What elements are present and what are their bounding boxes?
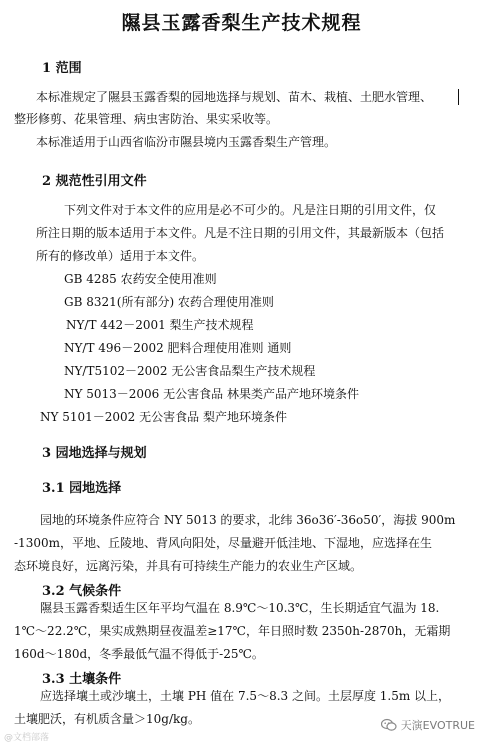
reference-item: NY/T 442－2001 梨生产技术规程 xyxy=(66,318,254,332)
subsection-3-3-line-2: 土壤肥沃，有机质含量＞10g/kg。 xyxy=(14,712,200,726)
subsection-3-1-line-1: 园地的环境条件应符合 NY 5013 的要求，北纬 36o36′-36o50′，海拔 900m xyxy=(40,513,456,527)
subsection-3-3-line-1: 应选择壤土或沙壤土，土壤 PH 值在 7.5～8.3 之间。土层厚度 1.5m 以上， xyxy=(40,689,451,703)
reference-item: NY/T 496－2002 肥料合理使用准则 通则 xyxy=(64,341,292,355)
account-name: 天演EVOTRUE xyxy=(400,719,475,732)
text-cursor xyxy=(458,89,459,105)
section-1-para-2: 本标准适用于山西省临汾市隰县境内玉露香梨生产管理。 xyxy=(36,135,337,149)
section-2-heading: 2 规范性引用文件 xyxy=(42,174,147,189)
wechat-icon xyxy=(381,718,397,732)
subsection-3-1-heading: 3.1 园地选择 xyxy=(42,481,122,496)
reference-item: NY 5013－2006 无公害食品 林果类产品产地环境条件 xyxy=(64,387,359,401)
subsection-3-2-line-3: 160d～180d，冬季最低气温不得低于-25℃。 xyxy=(14,647,264,661)
source-watermark: @文档部落 xyxy=(4,733,50,743)
subsection-3-3-heading: 3.3 土壤条件 xyxy=(42,672,122,687)
section-3-heading: 3 园地选择与规划 xyxy=(42,446,147,461)
subsection-3-2-line-2: 1℃～22.2℃，果实成熟期昼夜温差≥17℃，年日照时数 2350h-2870h，无霜期 xyxy=(14,624,451,638)
subsection-3-2-heading: 3.2 气候条件 xyxy=(42,584,122,599)
subsection-3-1-line-2: -1300m，平地、丘陵地、背风向阳处，尽量避开低洼地、下湿地，应选择在生 xyxy=(14,536,432,550)
subsection-3-2-line-1: 隰县玉露香梨适生区年平均气温在 8.9℃～10.3℃，生长期适宜气温为 18. xyxy=(40,601,440,615)
section-1-para-1-line-1: 本标准规定了隰县玉露香梨的园地选择与规划、苗木、栽植、土肥水管理、 xyxy=(36,90,433,104)
section-2-intro-line-3: 所有的修改单）适用于本文件。 xyxy=(36,249,205,263)
reference-item: GB 4285 农药安全使用准则 xyxy=(64,272,217,286)
reference-item: GB 8321(所有部分) 农药合理使用准则 xyxy=(64,295,274,309)
account-watermark xyxy=(381,717,475,733)
section-1-para-1-line-2: 整形修剪、花果管理、病虫害防治、果实采收等。 xyxy=(14,112,279,126)
reference-item: NY/T5102－2002 无公害食品梨生产技术规程 xyxy=(64,364,316,378)
subsection-3-1-line-3: 态环境良好，远离污染，并具有可持续生产能力的农业生产区域。 xyxy=(14,559,363,573)
reference-item: NY 5101－2002 无公害食品 梨产地环境条件 xyxy=(40,410,287,424)
section-1-heading: 1 范围 xyxy=(42,61,82,76)
section-2-intro-line-2: 所注日期的版本适用于本文件。凡是不注日期的引用文件，其最新版本（包括 xyxy=(36,226,445,240)
document-title: 隰县玉露香梨生产技术规程 xyxy=(121,12,362,34)
section-2-intro-line-1: 下列文件对于本文件的应用是必不可少的。凡是注日期的引用文件，仅 xyxy=(64,203,437,217)
